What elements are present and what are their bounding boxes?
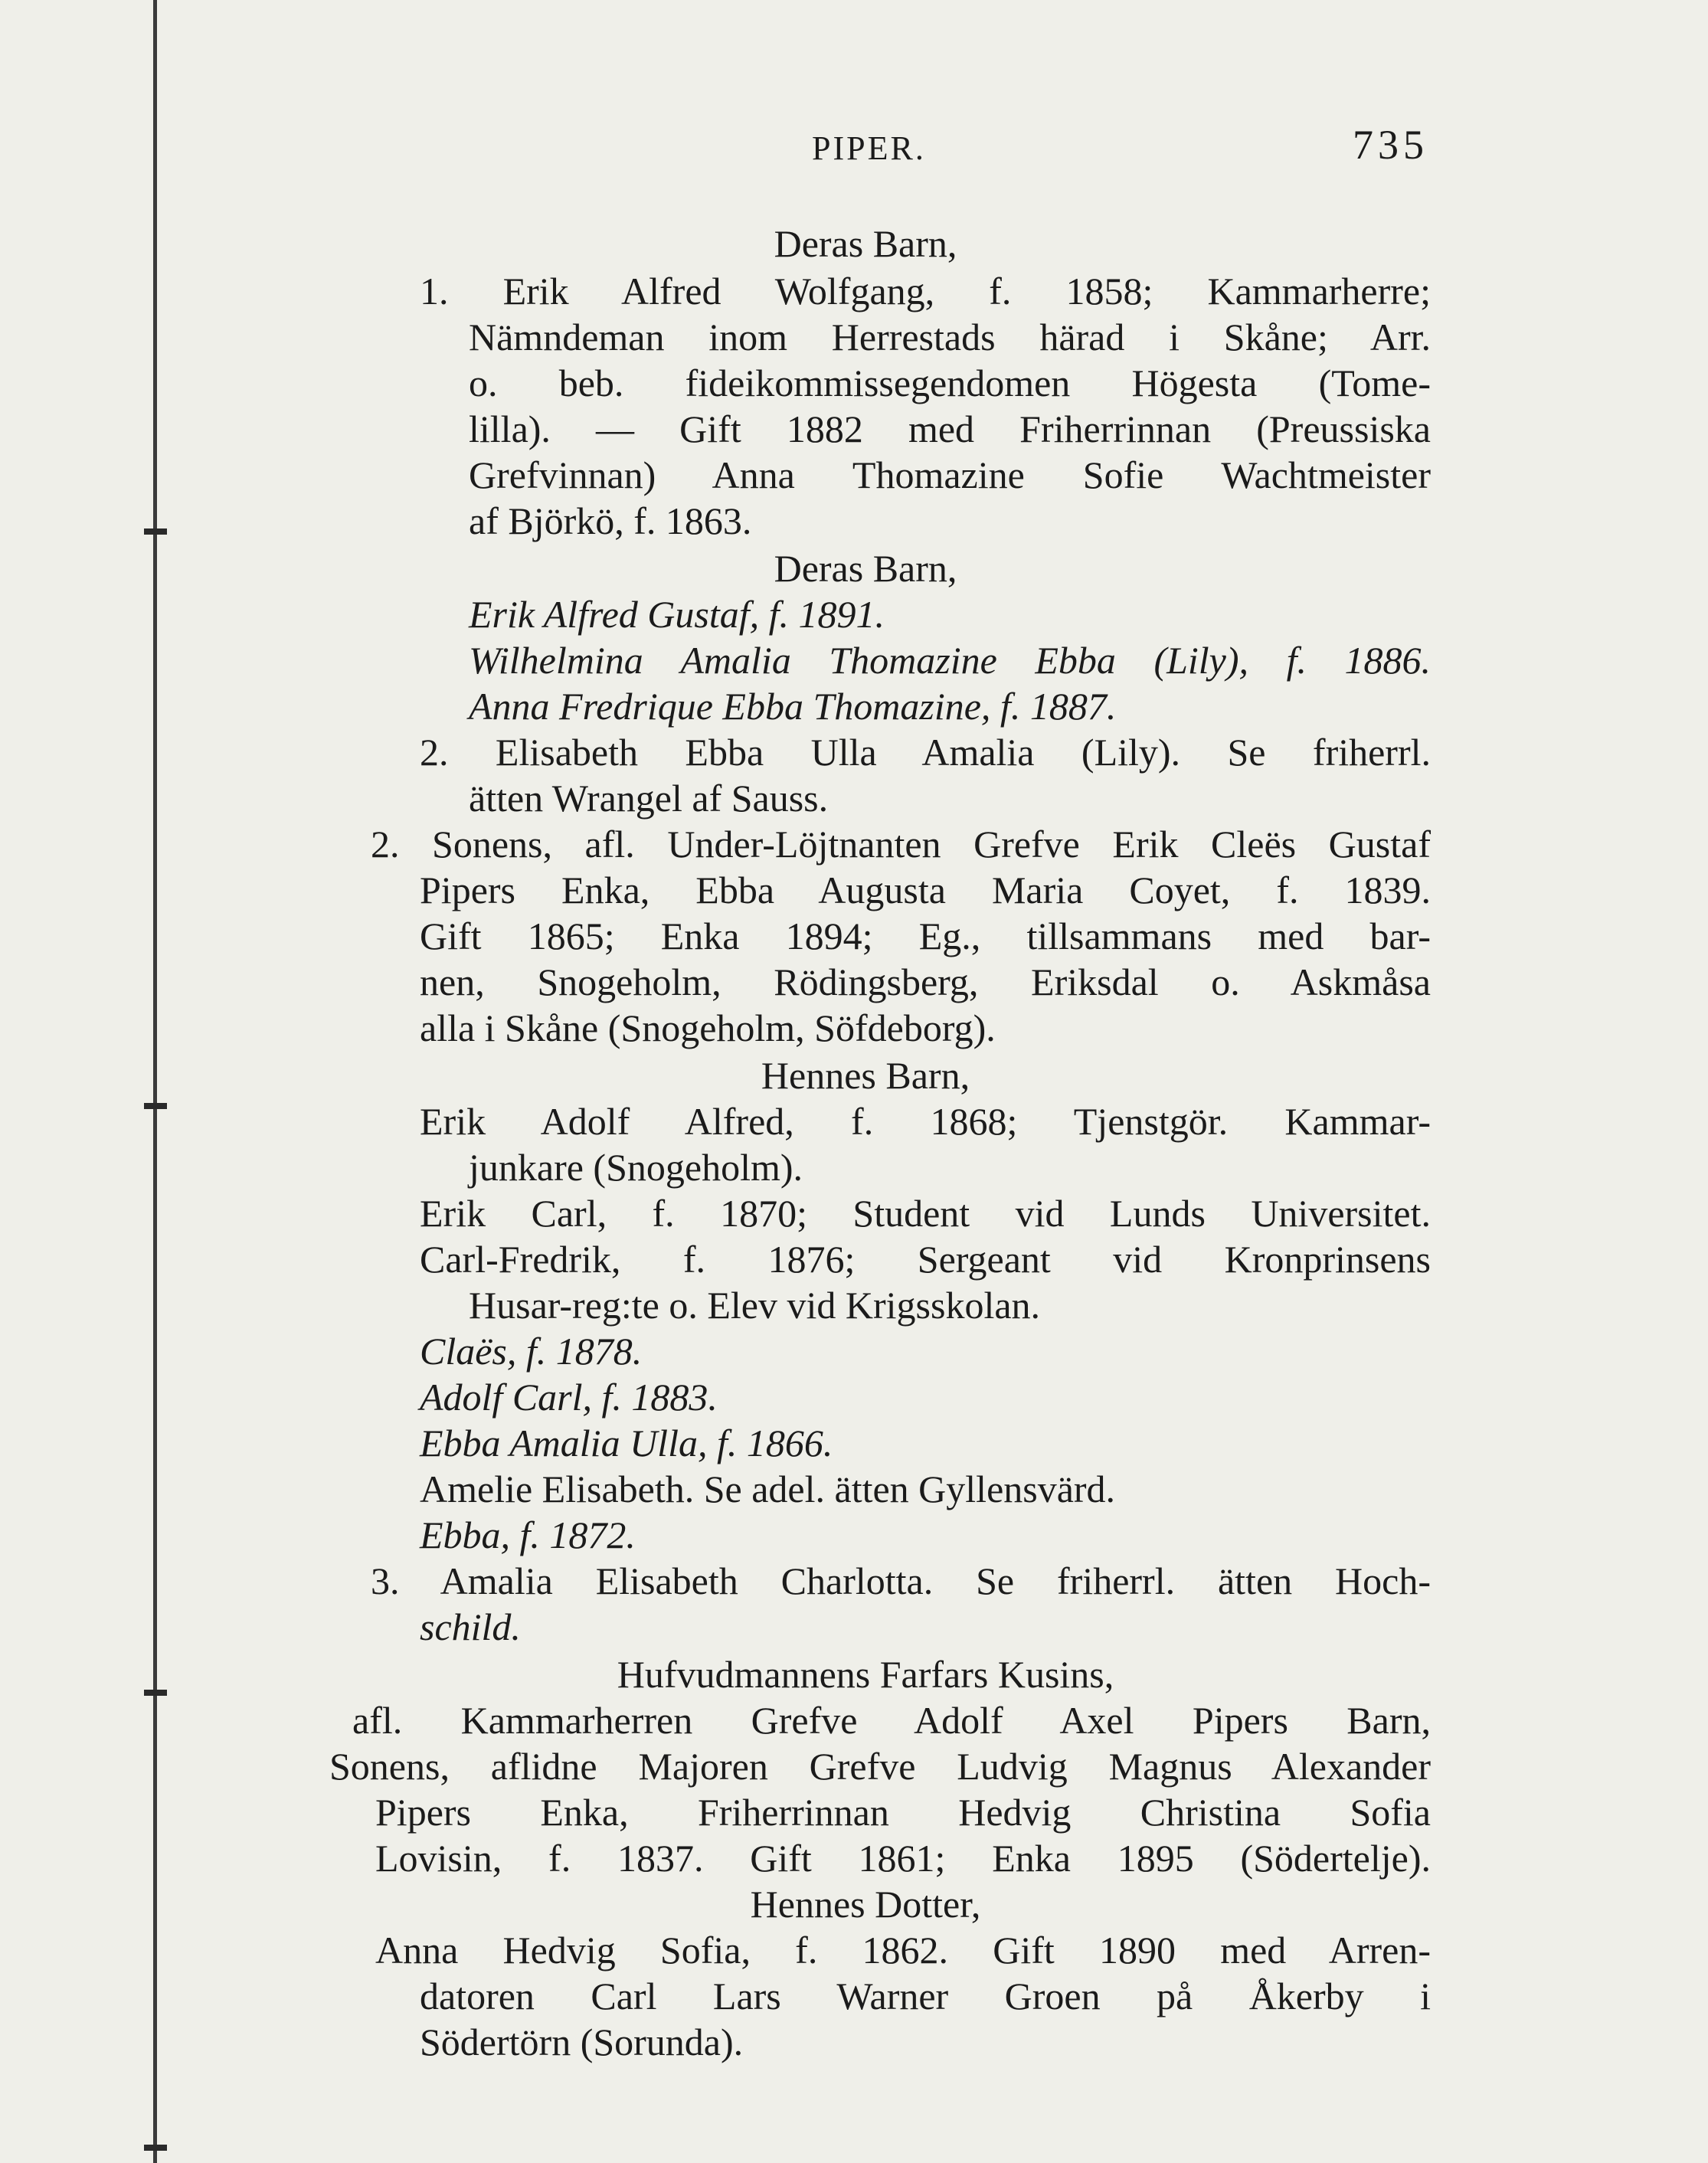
text-line: Adolf Carl, f. 1883. — [420, 1376, 718, 1419]
text-line: Erik Alfred Gustaf, f. 1891. — [469, 593, 885, 636]
text-line: Sonens, aflidne Majoren Grefve Ludvig Magnus Alexander — [329, 1745, 1431, 1788]
text-line: 3. Amalia Elisabeth Charlotta. Se friherrl. ätten Hoch- — [371, 1559, 1431, 1602]
text-line: ätten Wrangel af Sauss. — [469, 777, 829, 820]
running-head: PIPER. — [812, 129, 926, 167]
text-line: Gift 1865; Enka 1894; Eg., tillsammans med bar- — [420, 915, 1431, 957]
text-line: junkare (Snogeholm). — [469, 1146, 803, 1189]
text-line: datoren Carl Lars Warner Groen på Åkerby i — [420, 1975, 1431, 2017]
text-line: Wilhelmina Amalia Thomazine Ebba (Lily), f. 1886. — [469, 639, 1431, 682]
text-line: schild. — [420, 1605, 521, 1648]
page-number: 735 — [1353, 122, 1428, 168]
text-line: af Björkö, f. 1863. — [469, 499, 752, 542]
text-line: Pipers Enka, Friherrinnan Hedvig Christina Sofia — [375, 1791, 1431, 1834]
section-heading: Deras Barn, — [774, 547, 957, 590]
text-line: 2. Sonens, afl. Under-Löjtnanten Grefve Erik Cleës Gustaf — [371, 823, 1431, 866]
text-line: Lovisin, f. 1837. Gift 1861; Enka 1895 (Södertelje). — [375, 1837, 1431, 1880]
section-heading: Hennes Barn, — [761, 1054, 970, 1097]
text-line: Ebba Amalia Ulla, f. 1866. — [420, 1422, 833, 1464]
section-heading: Hennes Dotter, — [750, 1883, 981, 1926]
section-heading: Deras Barn, — [774, 222, 957, 265]
text-line: Carl-Fredrik, f. 1876; Sergeant vid Kronprinsens — [420, 1238, 1431, 1281]
text-line: Anna Fredrique Ebba Thomazine, f. 1887. — [469, 685, 1117, 728]
text-line: Södertörn (Sorunda). — [420, 2021, 744, 2063]
text-line: Erik Carl, f. 1870; Student vid Lunds Universitet. — [420, 1192, 1431, 1235]
text-line: 2. Elisabeth Ebba Ulla Amalia (Lily). Se friherrl. — [420, 731, 1431, 774]
text-line: Anna Hedvig Sofia, f. 1862. Gift 1890 med Arren- — [375, 1929, 1431, 1972]
text-line: 1. Erik Alfred Wolfgang, f. 1858; Kammarherre; — [420, 270, 1431, 313]
text-line: Ebba, f. 1872. — [420, 1513, 636, 1556]
text-line: Grefvinnan) Anna Thomazine Sofie Wachtmeister — [469, 453, 1431, 496]
text-line: Amelie Elisabeth. Se adel. ätten Gyllensvärd. — [420, 1468, 1116, 1510]
text-line: Nämndeman inom Herrestads härad i Skåne; Arr. — [469, 316, 1431, 358]
section-heading: Hufvudmannens Farfars Kusins, — [617, 1653, 1114, 1696]
text-line: Erik Adolf Alfred, f. 1868; Tjenstgör. Kammar- — [420, 1100, 1431, 1143]
text-line: Pipers Enka, Ebba Augusta Maria Coyet, f. 1839. — [420, 869, 1431, 911]
text-line: Claës, f. 1878. — [420, 1330, 643, 1373]
text-line: lilla). — Gift 1882 med Friherrinnan (Preussiska — [469, 407, 1431, 450]
text-line: afl. Kammarherren Grefve Adolf Axel Pipers Barn, — [352, 1699, 1431, 1742]
text-line: alla i Skåne (Snogeholm, Söfdeborg). — [420, 1006, 996, 1049]
text-line: Husar-reg:te o. Elev vid Krigsskolan. — [469, 1284, 1041, 1327]
text-line: o. beb. fideikommissegendomen Högesta (Tome- — [469, 362, 1431, 404]
text-line: nen, Snogeholm, Rödingsberg, Eriksdal o. Askmåsa — [420, 960, 1431, 1003]
